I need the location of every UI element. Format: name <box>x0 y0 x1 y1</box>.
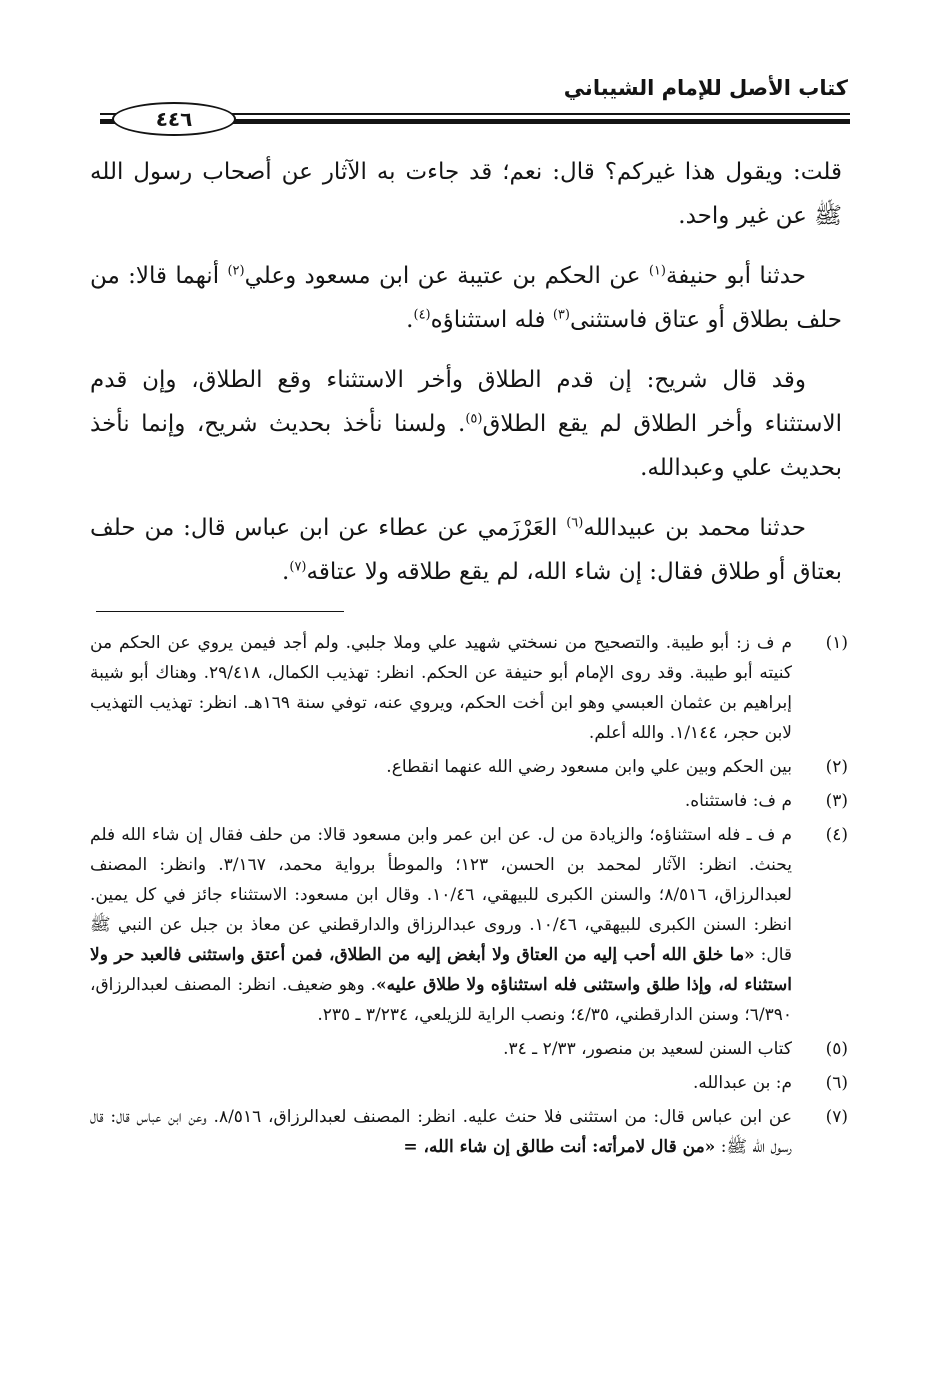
paragraph-3 <box>90 358 842 490</box>
main-text <box>90 150 842 610</box>
footnote-separator <box>96 611 344 612</box>
paragraph-1: قلت: ويقول هذا غيركم؟ قال: نعم؛ قد جاءت به الآثار عن أصحاب رسول الله ﷺ عن غير واحد. <box>90 159 842 229</box>
text-run: عن ابن عباس قال: من استثنى فلا حنث عليه. انظر: المصنف لعبدالرزاق، ٨/٥١٦. وعن ابن عباس قال: قال رسول الله ﷺ: <box>90 1107 793 1157</box>
paragraph-4 <box>90 506 842 594</box>
footnote-1 <box>90 628 848 748</box>
footnote-number: (٤) <box>825 825 848 845</box>
text-run: . وهو ضعيف. انظر: المصنف لعبدالرزاق، ٦/٣٩٠؛ وسنن الدارقطني، ٤/٣٥؛ ونصب الراية للزيلعي، ٣/٢٣٤ ـ ٢٣٥. <box>90 975 792 1025</box>
footnote-7 <box>90 1102 848 1162</box>
hadith-quote: «ما خلق الله أحب إليه من العتاق ولا أبغض إليه من الطلاق، فمن أعتق واستثنى فالعبد حر ولا استثناء له، وإذا طلق واستثنى فله استثناؤه ولا طلاق عليه» <box>90 945 792 995</box>
footnote-number: (٥) <box>825 1039 848 1059</box>
text-run: . ولسنا نأخذ بحديث شريح، وإنما نأخذ بحديث علي وعبدالله. <box>90 411 842 481</box>
text-run: حدثنا محمد بن عبيدالله <box>583 515 806 541</box>
text-run: العَرْزَمي عن عطاء عن ابن عباس قال: من حلف بعتاق أو طلاق فقال: إن شاء الله، لم يقع طلاقه ولا عتاقه <box>90 515 842 585</box>
hadith-quote: «من قال لامرأته: أنت طالق إن شاء الله، = <box>403 1137 716 1157</box>
footnote-text: م ف: فاستثناه. <box>684 791 792 811</box>
footnote-text: كتاب السنن لسعيد بن منصور، ٢/٣٣ ـ ٣٤. <box>503 1039 792 1059</box>
footnote-marker-3[interactable]: (٣) <box>552 307 570 323</box>
page-number: ٤٤٦ <box>112 102 236 136</box>
text-run: عن الحكم بن عتيبة عن ابن مسعود وعلي <box>244 263 649 289</box>
footnote-text: بين الحكم وبين علي وابن مسعود رضي الله عنهما انقطاع. <box>386 757 792 777</box>
footnote-marker-7[interactable]: (٧) <box>289 559 307 575</box>
footnote-5 <box>90 1034 848 1064</box>
paragraph-2 <box>90 254 842 342</box>
text-run: . <box>406 307 414 333</box>
footnotes <box>90 628 848 1166</box>
text-run: حدثنا أبو حنيفة <box>665 263 807 289</box>
footnote-2 <box>90 752 848 782</box>
footnote-3 <box>90 786 848 816</box>
footnote-marker-2[interactable]: (٢) <box>227 263 245 279</box>
footnote-text <box>90 1102 792 1162</box>
footnote-marker-5[interactable]: (٥) <box>465 411 483 427</box>
footnote-text: م: بن عبدالله. <box>693 1073 792 1093</box>
text-run: أنهما قالا: من حلف بطلاق أو عتاق فاستثنى <box>90 263 842 333</box>
footnote-number: (٢) <box>825 757 848 777</box>
text-run: وقد قال شريح: إن قدم الطلاق وأخر الاستثناء وقع الطلاق، وإن قدم الاستثناء وأخر الطلاق لم يقع الطلاق <box>90 367 842 437</box>
footnote-6 <box>90 1068 848 1098</box>
text-run: . <box>282 559 290 585</box>
text-run: م ف ـ فله استثناؤه؛ والزيادة من ل. عن ابن عمر وابن مسعود قالا: من حلف فقال إن شاء الله فلم يحنث. انظر: الآثار لمحمد بن الحسن، ١٢٣؛ والموطأ برواية محمد، ٣/١٦٧. وانظر: المصنف لعبدالرزاق، ٨/٥١٦؛ والسنن الكبرى للبيهقي، ١٠/٤٦. وقال ابن مسعود: الاستثناء جائز في كل يمين. انظر: السنن الكبرى للبيهقي، ١٠/٤٦. وروى عبدالرزاق والدارقطني عن معاذ بن جبل عن النبي ﷺ قال: <box>90 825 792 965</box>
footnote-marker-4[interactable]: (٤) <box>413 307 431 323</box>
footnote-number: (٧) <box>825 1107 848 1127</box>
footnote-number: (١) <box>825 633 848 653</box>
footnote-text <box>90 820 792 1030</box>
footnote-number: (٣) <box>825 791 848 811</box>
footnote-text: م ف ز: أبو طيبة. والتصحيح من نسختي شهيد علي وملا جلبي. ولم أجد فيمن يروي عن الحكم من كنيته أبو طيبة. وقد روى الإمام أبو حنيفة عن الحكم. انظر: تهذيب الكمال، ٢٩/٤١٨. وهناك أبو شيبة إبراهيم بن عثمان العبسي وهو ابن أخت الحكم، ويروي عنه، توفي سنة ١٦٩هـ. انظر: تهذيب التهذيب لابن حجر، ١/١٤٤. والله أعلم. <box>90 633 793 743</box>
footnote-number: (٦) <box>825 1073 848 1093</box>
running-title: كتاب الأصل للإمام الشيباني <box>563 76 848 100</box>
footnote-marker-6[interactable]: (٦) <box>566 515 584 531</box>
footnote-marker-1[interactable]: (١) <box>648 263 666 279</box>
text-run: فله استثناؤه <box>430 307 553 333</box>
footnote-4 <box>90 820 848 1030</box>
